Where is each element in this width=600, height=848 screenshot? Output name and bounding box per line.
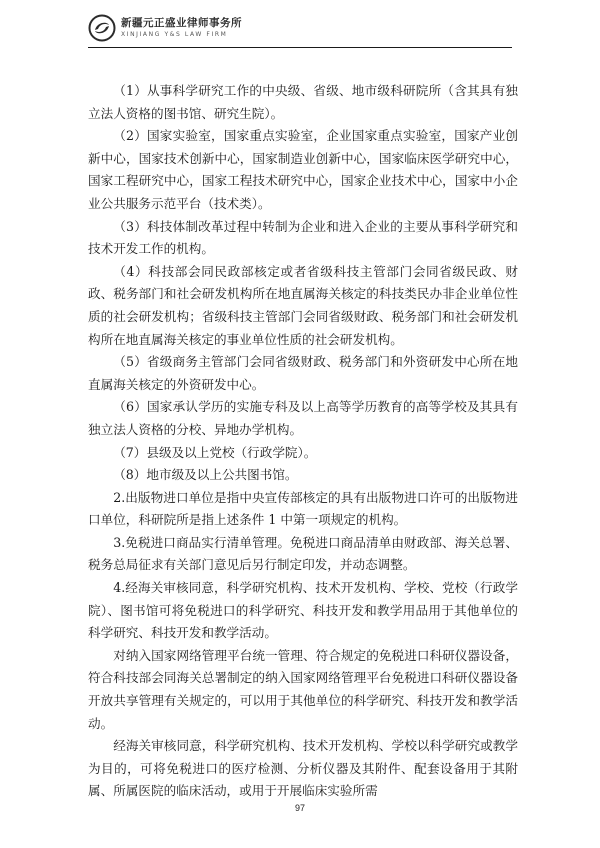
header-divider [88, 47, 512, 48]
paragraph: （2）国家实验室，国家重点实验室，企业国家重点实验室，国家产业创新中心，国家技术创新中心，国家制造业创新中心，国家临床医学研究中心，国家工程研究中心，国家工程技术研究中心，国家企业技术中心，国家中小企业公共服务示范平台（技术类）。 [88, 128, 518, 211]
paragraph: 2.出版物进口单位是指中央宣传部核定的具有出版物进口许可的出版物进口单位，科研院所是指上述条件 1 中第一项规定的机构。 [88, 489, 518, 528]
paragraph: （1）从事科学研究工作的中央级、省级、地市级科研院所（含其具有独立法人资格的图书馆、研究生院）。 [88, 83, 518, 121]
page-header [88, 14, 242, 42]
firm-name-block [121, 18, 242, 38]
paragraph: （8）地市级及以上公共图书馆。 [113, 467, 298, 483]
paragraph: 经海关审核同意，科学研究机构、技术开发机构、学校以科学研究或教学为目的，可将免税进口的医疗检测、分析仪器及其附件、配套设备用于其附属、所属医院的临床活动，或用于开展临床实验所需 [88, 738, 518, 799]
paragraph: （7）县级及以上党校（行政学院）。 [113, 444, 317, 460]
paragraph: 4.经海关审核同意，科学研究机构、技术开发机构、学校、党校（行政学院）、图书馆可将免税进口的科学研究、科技开发和教学用品用于其他单位的科学研究、科技开发和教学活动。 [88, 580, 518, 641]
firm-name-cn: 新疆元正盛业律师事务所 [121, 17, 242, 30]
paragraph: （6）国家承认学历的实施专科及以上高等学历教育的高等学校及其具有独立法人资格的分校、异地办学机构。 [88, 399, 518, 437]
paragraph: （3）科技体制改革过程中转制为企业和进入企业的主要从事科学研究和技术开发工作的机构。 [88, 218, 518, 257]
firm-name-en: XINJIANG Y&S LAW FIRM [121, 30, 228, 38]
paragraph: （5）省级商务主管部门会同省级财政、税务部门和外资研发中心所在地直属海关核定的外资研发中心。 [88, 354, 518, 392]
firm-logo-icon [88, 14, 116, 42]
paragraph: （4）科技部会同民政部核定或者省级科技主管部门会同省级民政、财政、税务部门和社会研发机构所在地直属海关核定的科技类民办非企业单位性质的社会研发机构；省级科技主管部门会同省级财政、税务部门和社会研发机构所在地直属海关核定的事业单位性质的社会研发机构。 [88, 263, 518, 347]
paragraph: 对纳入国家网络管理平台统一管理、符合规定的免税进口科研仪器设备，符合科技部会同海关总署制定的纳入国家网络管理平台免税进口科研仪器设备开放共享管理有关规定的，可以用于其他单位的科学研究、科技开发和教学活动。 [88, 647, 518, 731]
document-body [88, 80, 518, 803]
paragraph: 3.免税进口商品实行清单管理。免税进口商品清单由财政部、海关总署、税务总局征求有关部门意见后另行制定印发，并动态调整。 [88, 534, 518, 573]
page-number: 97 [294, 803, 305, 813]
